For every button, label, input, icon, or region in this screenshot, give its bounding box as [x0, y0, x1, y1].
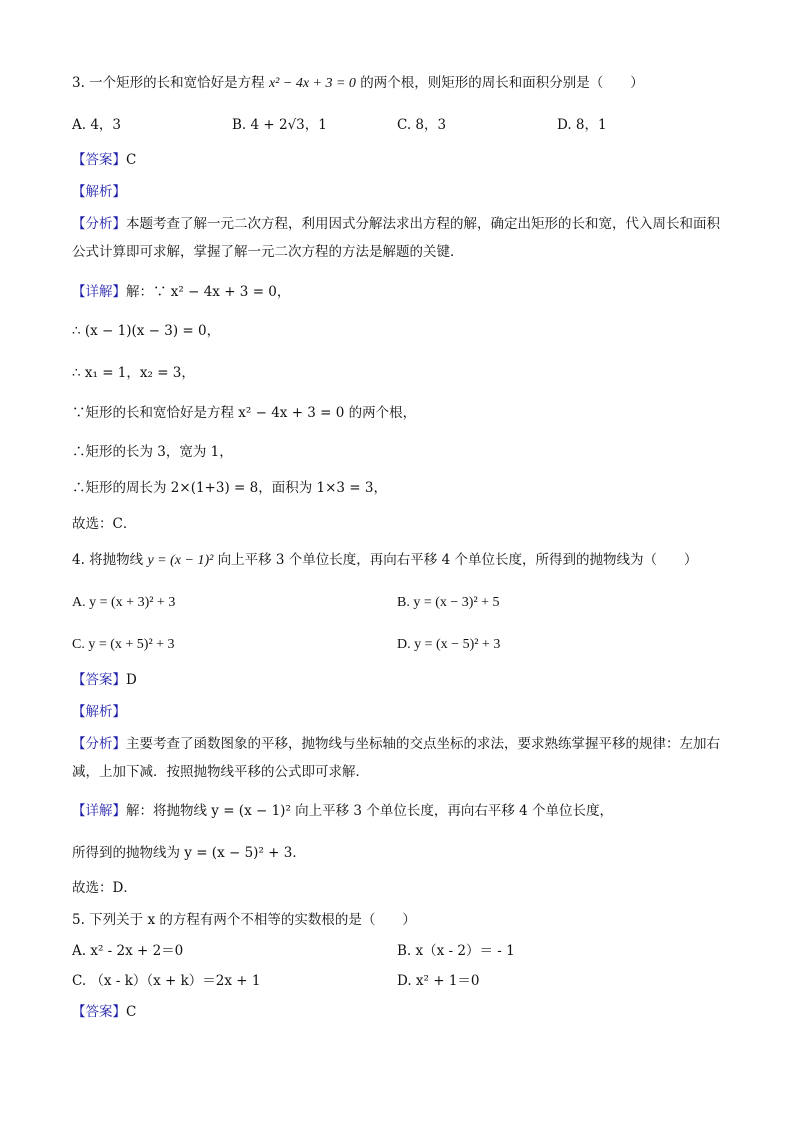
- q3-step-2: ∴ (x − 1)(x − 3) = 0，: [72, 323, 221, 339]
- q4-answer-value: D: [126, 672, 137, 688]
- q3-answer-tag: 【答案】: [72, 152, 126, 168]
- q4-step-1: 解：将抛物线 y = (x − 1)² 向上平移 3 个单位长度，再向右平移 4 个单位长度，: [126, 803, 613, 819]
- q3-stem-text-a: 3. 一个矩形的长和宽恰好是方程: [72, 75, 265, 91]
- q3-stem-text-b: 的两个根，则矩形的周长和面积分别是（ ）: [360, 75, 644, 91]
- q4-option-c: C. y = (x + 5)² + 3: [72, 637, 175, 652]
- q3-step-7: 故选：C．: [72, 516, 137, 532]
- q3-answer: [72, 150, 136, 170]
- q4-stem-text-b: 向上平移 3 个单位长度，再向右平移 4 个单位长度，所得到的抛物线为（ ）: [217, 552, 698, 568]
- q4-detail-tag: 【详解】: [72, 803, 126, 819]
- q4-analysis-text: 主要考查了函数图象的平移，抛物线与坐标轴的交点坐标的求法，要求熟练掌握平移的规律：左加右减，上加下减．按照抛物线平移的公式即可求解．: [72, 736, 720, 780]
- q3-detail-tag: 【详解】: [72, 284, 126, 300]
- q4-step-2: 所得到的抛物线为 y = (x − 5)² + 3．: [72, 845, 306, 861]
- q3-step-1: 解：∵ x² − 4x + 3 = 0，: [126, 284, 291, 300]
- q4-stem-equation: y = (x − 1)²: [147, 553, 214, 568]
- q3-answer-value: C: [126, 152, 137, 168]
- q4-option-a: A. y = (x + 3)² + 3: [72, 595, 176, 610]
- q5-option-b: B. x（x - 2）＝ - 1: [397, 943, 515, 959]
- q3-stem-equation: x² − 4x + 3 = 0: [268, 76, 356, 91]
- q3-step-5: ∴矩形的长为 3，宽为 1，: [72, 444, 233, 460]
- q3-stem: [72, 73, 644, 94]
- q5-option-d: D. x² + 1＝0: [397, 973, 480, 989]
- q3-analysis: [72, 210, 722, 266]
- q3-option-a: A. 4，3: [72, 117, 122, 133]
- q3-step-4: ∵矩形的长和宽恰好是方程 x² − 4x + 3 = 0 的两个根，: [72, 405, 417, 421]
- q3-detail-line-1: [72, 282, 290, 302]
- q3-analysis-text: 本题考查了解一元二次方程，利用因式分解法求出方程的解，确定出矩形的长和宽，代入周长和面积公式计算即可求解，掌握了解一元二次方程的方法是解题的关键．: [72, 216, 720, 260]
- q5-stem: 5. 下列关于 x 的方程有两个不相等的实数根的是（ ）: [72, 912, 416, 928]
- q3-jiexi-tag: 【解析】: [72, 184, 126, 200]
- q3-step-3: ∴ x₁ = 1，x₂ = 3，: [72, 365, 195, 381]
- q3-option-d: D. 8，1: [557, 117, 607, 133]
- q4-step-3: 故选：D．: [72, 880, 137, 896]
- q4-analysis: [72, 730, 722, 786]
- q3-step-6: ∴矩形的周长为 2×(1+3) = 8，面积为 1×3 = 3，: [72, 480, 387, 496]
- q3-option-b: B. 4 + 2√3，1: [232, 117, 327, 133]
- q5-option-c: C. （x - k）（x + k）＝2x + 1: [72, 973, 261, 989]
- q4-jiexi-tag: 【解析】: [72, 704, 126, 720]
- q5-answer-tag: 【答案】: [72, 1004, 126, 1020]
- q5-answer: [72, 1002, 136, 1022]
- q3-analysis-tag: 【分析】: [72, 216, 126, 232]
- q4-option-b: B. y = (x − 3)² + 5: [397, 595, 500, 610]
- q3-option-c: C. 8，3: [397, 117, 447, 133]
- q5-answer-value: C: [126, 1004, 137, 1020]
- q4-answer-tag: 【答案】: [72, 672, 126, 688]
- q4-stem-text-a: 4. 将抛物线: [72, 552, 144, 568]
- q4-analysis-tag: 【分析】: [72, 736, 126, 752]
- q5-option-a: A. x² - 2x + 2＝0: [72, 943, 184, 959]
- q4-detail-line-1: [72, 801, 613, 821]
- q4-stem: [72, 550, 697, 571]
- q4-option-d: D. y = (x − 5)² + 3: [397, 637, 501, 652]
- q4-answer: [72, 670, 137, 690]
